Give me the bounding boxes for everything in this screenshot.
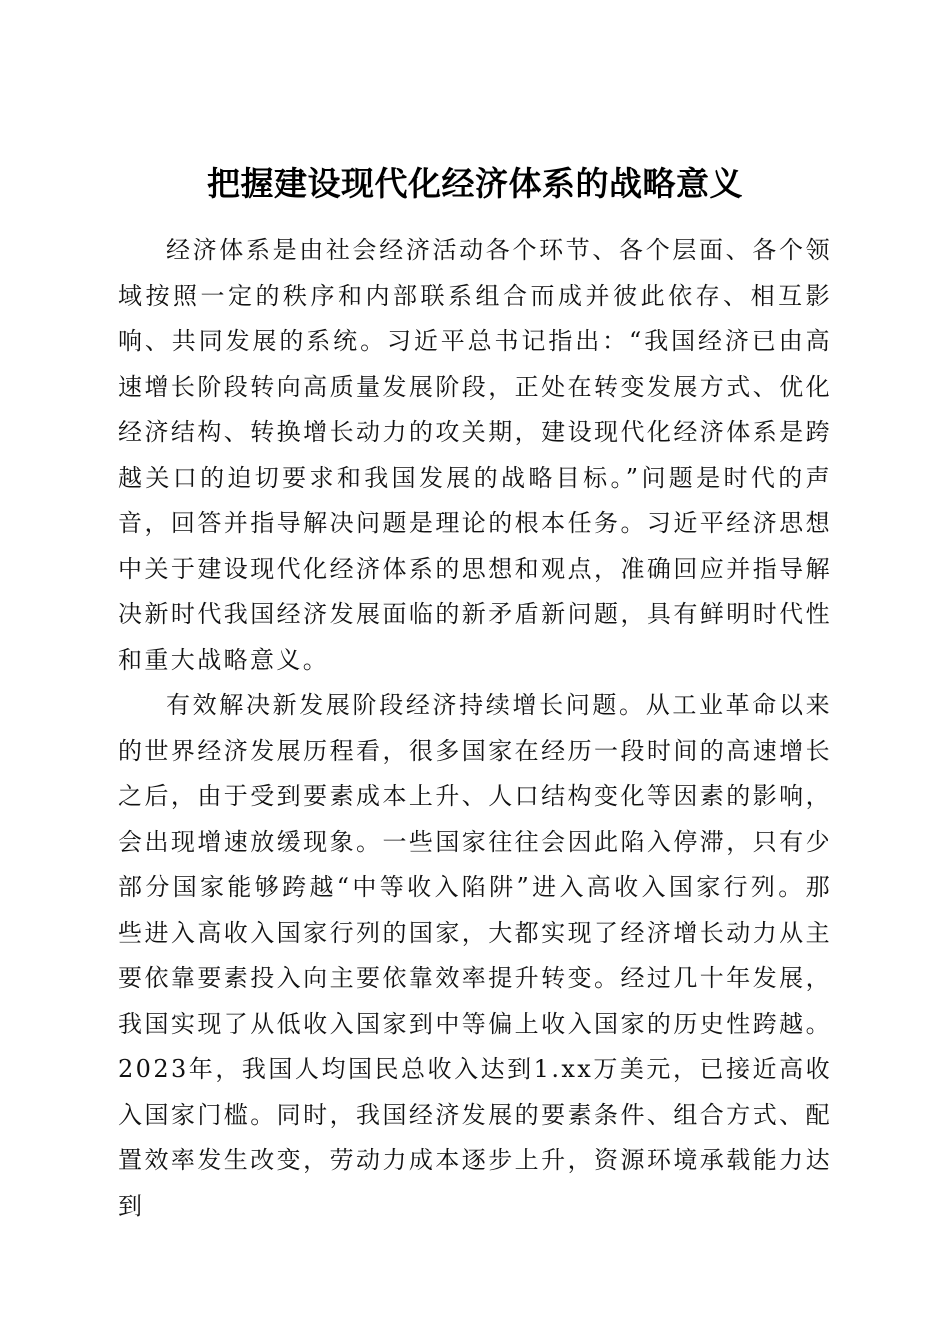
document-title: 把握建设现代化经济体系的战略意义 — [207, 164, 743, 204]
paragraph-growth: 有效解决新发展阶段经济持续增长问题。从工业革命以来的世界经济发展历程看，很多国家在经历一段时间的高速增长之后，由于受到要素成本上升、人口结构变化等因素的影响，会出现增速放缓现象。一些国家往往会因此陷入停滞，只有少部分国家能够跨越“中等收入陷阱”进入高收入国家行列。那些进入高收入国家行列的国家，大都实现了经济增长动力从主要依靠要素投入向主要依靠效率提升转变。经过几十年发展，我国实现了从低收入国家到中等偏上收入国家的历史性跨越。2023年，我国人均国民总收入达到1.xx万美元，已接近高收入国家门槛。同时，我国经济发展的要素条件、组合方式、配置效率发生改变，劳动力成本逐步上升，资源环境承载能力达到 — [118, 691, 832, 1220]
document-body — [118, 228, 832, 1229]
paragraph-intro: 经济体系是由社会经济活动各个环节、各个层面、各个领域按照一定的秩序和内部联系组合而成并彼此依存、相互影响、共同发展的系统。习近平总书记指出：“我国经济已由高速增长阶段转向高质量发展阶段，正处在转变发展方式、优化经济结构、转换增长动力的攻关期，建设现代化经济体系是跨越关口的迫切要求和我国发展的战略目标。”问题是时代的声音，回答并指导解决问题是理论的根本任务。习近平经济思想中关于建设现代化经济体系的思想和观点，准确回应并指导解决新时代我国经济发展面临的新矛盾新问题，具有鲜明时代性和重大战略意义。 — [118, 236, 832, 674]
